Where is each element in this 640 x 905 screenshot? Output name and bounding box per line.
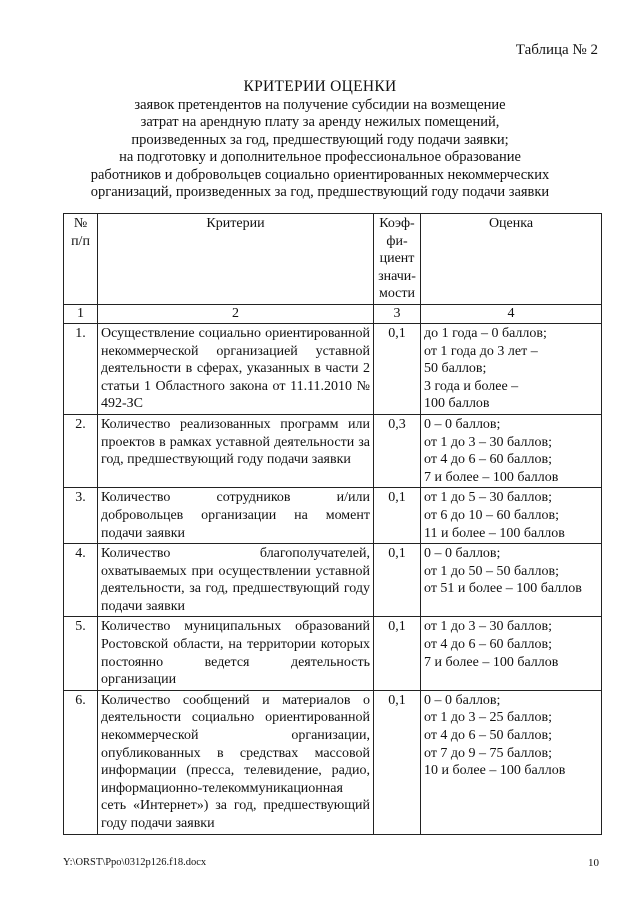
table-row <box>64 690 602 834</box>
row-number: 3. <box>64 488 98 544</box>
row-score: 0 – 0 баллов; от 1 до 50 – 50 баллов; от 51 и более – 100 баллов <box>421 544 602 617</box>
row-coefficient: 0,1 <box>374 690 421 834</box>
criteria-table <box>63 213 602 835</box>
title-line: на подготовку и дополнительное профессиональное образование <box>119 149 521 165</box>
row-coefficient: 0,3 <box>374 414 421 487</box>
footer-page-number: 10 <box>588 857 599 869</box>
column-number-row <box>64 304 602 323</box>
table-row <box>64 323 602 414</box>
table-label: Таблица № 2 <box>515 42 598 58</box>
row-coefficient: 0,1 <box>374 544 421 617</box>
column-number: 3 <box>374 304 421 323</box>
table-header-row <box>64 214 602 305</box>
title-line: произведенных за год, предшествующий году подачи заявки; <box>131 131 509 148</box>
row-criteria: Количество реализованных программ или проектов в рамках уставной деятельности за год, предшествующий году подачи заявки <box>98 414 374 487</box>
row-number: 2. <box>64 414 98 487</box>
column-number: 2 <box>98 304 374 323</box>
header-coefficient: Коэф- фи- циент значи- мости <box>374 214 421 305</box>
row-coefficient: 0,1 <box>374 617 421 690</box>
table-row <box>64 617 602 690</box>
column-number: 4 <box>421 304 602 323</box>
row-criteria: Количество сообщений и материалов о деятельности социально ориентированной некоммерческой организации, опубликованных в средствах массовой информации (пресса, телевидение, радио, информационно-телекоммуникационная сеть «Интернет») за год, предшествующий году подачи заявки <box>98 690 374 834</box>
row-number: 6. <box>64 690 98 834</box>
table-row <box>64 544 602 617</box>
column-number: 1 <box>64 304 98 323</box>
document-title <box>0 78 640 202</box>
title-line: заявок претендентов на получение субсидии на возмещение <box>134 96 506 113</box>
row-coefficient: 0,1 <box>374 323 421 414</box>
table-row <box>64 414 602 487</box>
footer-file-path: Y:\ORST\Ppo\0312p126.f18.docx <box>63 857 207 868</box>
row-coefficient: 0,1 <box>374 488 421 544</box>
row-criteria: Осуществление социально ориентированной некоммерческой организацией уставной деятельности в сферах, указанных в части 2 статьи 1 Областного закона от 11.11.2010 № 492-ЗС <box>98 323 374 414</box>
row-score: от 1 до 5 – 30 баллов; от 6 до 10 – 60 баллов; 11 и более – 100 баллов <box>421 488 602 544</box>
row-score: от 1 до 3 – 30 баллов; от 4 до 6 – 60 баллов; 7 и более – 100 баллов <box>421 617 602 690</box>
row-criteria: Количество сотрудников и/или добровольцев организации на момент подачи заявки <box>98 488 374 544</box>
row-score: 0 – 0 баллов; от 1 до 3 – 30 баллов; от 4 до 6 – 60 баллов; 7 и более – 100 баллов <box>421 414 602 487</box>
row-number: 1. <box>64 323 98 414</box>
row-number: 5. <box>64 617 98 690</box>
row-score: до 1 года – 0 баллов; от 1 года до 3 лет – 50 баллов; 3 года и более – 100 баллов <box>421 323 602 414</box>
header-number: № п/п <box>64 214 98 305</box>
title-heading: КРИТЕРИИ ОЦЕНКИ <box>243 78 397 95</box>
row-criteria: Количество благополучателей, охватываемых при осуществлении уставной деятельности, за год, предшествующий году подачи заявки <box>98 544 374 617</box>
title-line: работников и добровольцев социально ориентированных некоммерческих <box>90 166 550 183</box>
row-criteria: Количество муниципальных образований Ростовской области, на территории которых постоянно ведется деятельность организации <box>98 617 374 690</box>
title-line: организаций, произведенных за год, предшествующий году подачи заявки <box>90 184 550 200</box>
header-score: Оценка <box>421 214 602 305</box>
row-score: 0 – 0 баллов; от 1 до 3 – 25 баллов; от 4 до 6 – 50 баллов; от 7 до 9 – 75 баллов; 10 и более – 100 баллов <box>421 690 602 834</box>
row-number: 4. <box>64 544 98 617</box>
header-criteria: Критерии <box>98 214 374 305</box>
title-line: затрат на арендную плату за аренду нежилых помещений, <box>140 114 500 130</box>
table-row <box>64 488 602 544</box>
